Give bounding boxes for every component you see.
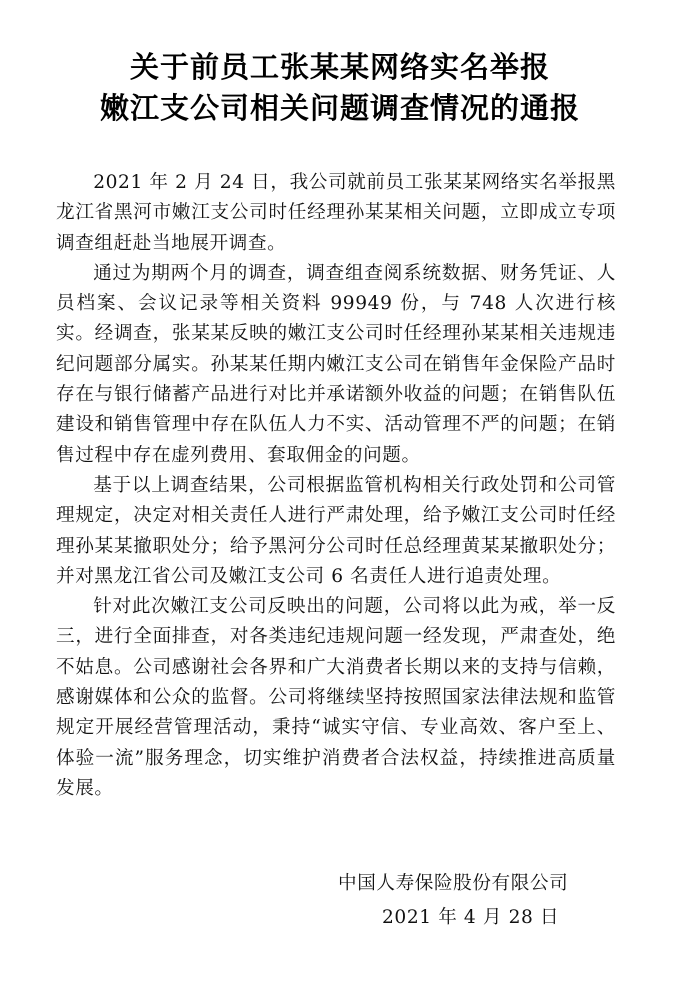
paragraph-4: 针对此次嫩江支公司反映出的问题，公司将以此为戒，举一反三，进行全面排查，对各类违纪违规问题一经发现，严肃查处，绝不姑息。公司感谢社会各界和广大消费者长期以来的支持与信赖，感谢媒体和公众的监督。公司将继续坚持按照国家法律法规和监管规定开展经营管理活动，秉持“诚实守信、专业高效、客户至上、体验一流”服务理念，切实维护消费者合法权益，持续推进高质量发展。 (56, 596, 616, 799)
document-title-line-2: 嫩江支公司相关问题调查情况的通报 (99, 91, 580, 125)
paragraph-3: 基于以上调查结果，公司根据监管机构相关行政处罚和公司管理规定，决定对相关责任人进行严肃处理，给予嫩江支公司时任经理孙某某撤职处分；给予黑河分公司时任总经理黄某某撤职处分；并对黑龙江省公司及嫩江支公司 6 名责任人进行追责处理。 (56, 474, 616, 587)
signature-block (338, 867, 598, 935)
document-body (56, 168, 616, 804)
signature-date: 2021 年 4 月 28 日 (382, 907, 560, 928)
paragraph-2: 通过为期两个月的调查，调查组查阅系统数据、财务凭证、人员档案、会议记录等相关资料 99949 份，与 748 人次进行核实。经调查，张某某反映的嫩江支公司时任经理孙某某相关违规违纪问题部分属实。孙某某任期内嫩江支公司在销售年金保险产品时存在与银行储蓄产品进行对比并承诺额外收益的问题；在销售队伍建设和销售管理中存在队伍人力不实、活动管理不严的问题；在销售过程中存在虚列费用、套取佣金的问题。 (56, 262, 616, 466)
document-title-line-1: 关于前员工张某某网络实名举报 (129, 50, 550, 84)
signature-company: 中国人寿保险股份有限公司 (338, 873, 569, 894)
paragraph-1: 2021 年 2 月 24 日，我公司就前员工张某某网络实名举报黑龙江省黑河市嫩江支公司时任经理孙某某相关问题，立即成立专项调查组赶赴当地展开调查。 (56, 172, 616, 254)
